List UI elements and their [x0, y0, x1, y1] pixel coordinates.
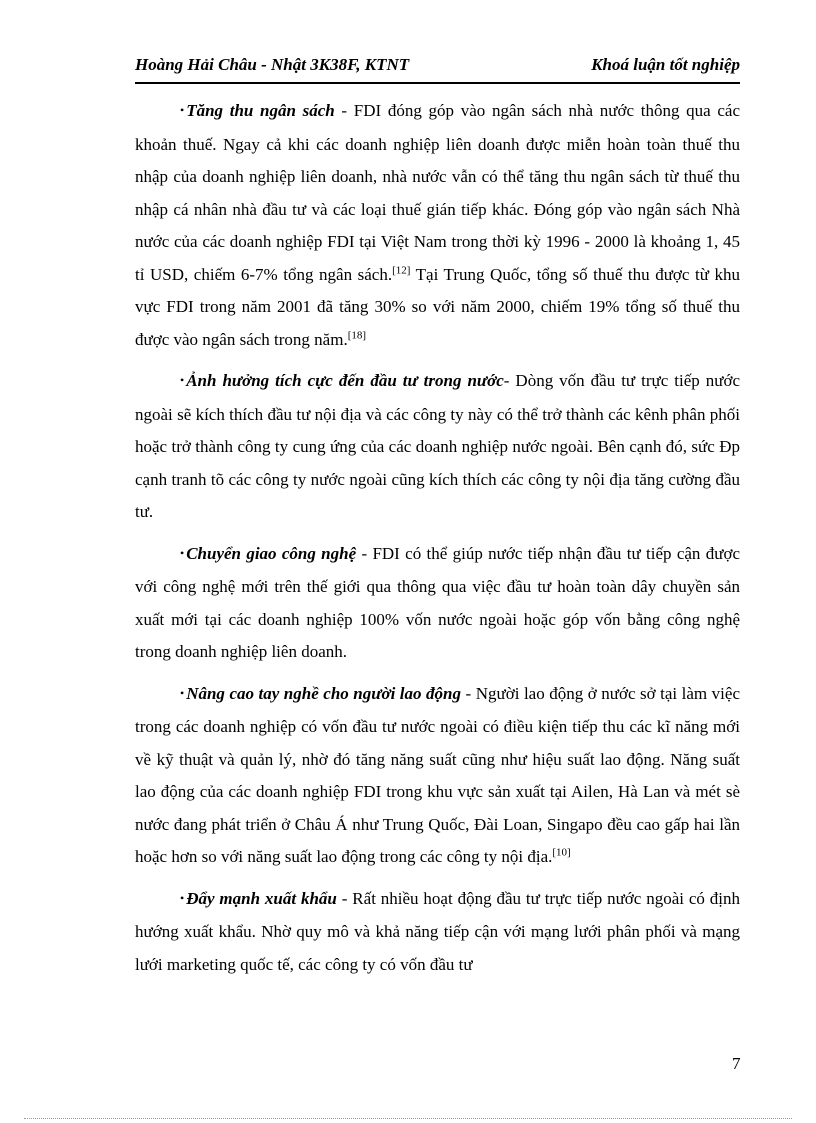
bullet-icon: •: [180, 103, 185, 117]
paragraph-text: - Dòng vốn đầu tư trực tiếp nước ngoài sẽ kích thích đầu tư nội địa và các công ty này có thể trở thành các kênh phân phối hoặc trở thành công ty cung ứng của các doanh nghiệp nước ngoài. Bên cạnh đó, sức Đp cạnh tranh tõ các công ty nước ngoài cũng kích thích các công ty nội địa tăng cường đầu tư.: [135, 371, 740, 521]
term-heading: Ảnh hưởng tích cực đến đầu tư trong nước: [186, 371, 504, 390]
running-header: [135, 55, 740, 83]
term-heading: Nâng cao tay nghề cho người lao động: [186, 683, 462, 703]
citation-ref: [12]: [392, 263, 411, 276]
term-heading: Chuyển giao công nghệ: [186, 543, 357, 563]
citation-ref: [18]: [347, 328, 367, 341]
page-bottom-border: [24, 1118, 792, 1119]
header-author: Hoàng Hải Châu - Nhật 3K38F, KTNT: [135, 55, 410, 74]
citation-ref: [10]: [552, 846, 571, 859]
paragraph-text: - FDI có thể giúp nước tiếp nhận đầu tư tiếp cận được với công nghệ mới trên thế giới qua thông qua việc đầu tư hoàn toàn dây chuyền sản xuất mới tại các doanh nghiệp 100% vốn nước ngoài hoặc góp vốn bằng công nghệ trong doanh nghiệp liên doanh.: [135, 543, 740, 661]
header-divider: [135, 82, 740, 84]
paragraph-domestic-investment: [135, 365, 740, 529]
paragraph-text: - Người lao động ở nước sở tại làm việc trong các doanh nghiệp có vốn đầu tư nước ngoài có điều kiện tiếp thu các kĩ năng mới về kỹ thuật và quản lý, nhờ đó tăng năng suất cũng như hiệu suất lao động. Năng suất lao động của các doanh nghiệp FDI trong khu vực sản xuất tại Ailen, Hà Lan và mét sè nước đang phát triển ở Châu Á như Trung Quốc, Đài Loan, Singapo đều cao gấp hai lần hoặc hơn so với năng suất lao động trong các công ty nội địa.: [135, 683, 740, 866]
paragraph-export-promotion: [135, 883, 740, 982]
paragraph-labor-skills: [135, 678, 740, 874]
header-document-type: Khoá luận tốt nghiệp: [591, 55, 740, 74]
page-number: 7: [732, 1054, 741, 1073]
paragraph-text: Tại Trung Quốc, tổng số thuế thu được từ khu vực FDI trong năm 2001 đã tăng 30% so với năm 2000, chiếm 19% tổng số thuế thu được vào ngân sách trong năm.: [135, 264, 740, 349]
bullet-icon: •: [180, 890, 185, 905]
term-heading: Đẩy mạnh xuất khẩu: [186, 888, 337, 908]
body-text: [135, 95, 740, 990]
bullet-icon: •: [180, 545, 185, 560]
bullet-icon: •: [180, 373, 185, 387]
paragraph-technology-transfer: [135, 538, 740, 669]
term-heading: Tăng thu ngân sách: [186, 101, 335, 120]
paragraph-text: - FDI đóng góp vào ngân sách nhà nước thông qua các khoản thuế. Ngay cả khi các doanh nghiệp liên doanh được miễn hoàn toàn thuế thu nhập của doanh nghiệp liên doanh, nhà nước vẫn có thể tăng thu ngân sách từ thuế thu nhập cá nhân nhà đầu tư và các loại thuế gián tiếp khác. Đóng góp vào ngân sách Nhà nước của các doanh nghiệp FDI tại Việt Nam trong thời kỳ 1996 - 2000 là khoảng 1, 45 tỉ USD, chiếm 6-7% tổng ngân sách.: [135, 101, 740, 284]
bullet-icon: •: [180, 685, 185, 700]
paragraph-text: - Rất nhiều hoạt động đầu tư trực tiếp nước ngoài có định hướng xuất khẩu. Nhờ quy mô và khả năng tiếp cận với mạng lưới phân phối và mạng lưới marketing quốc tế, các công ty có vốn đầu tư: [135, 888, 741, 974]
paragraph-budget-revenue: [135, 95, 740, 356]
